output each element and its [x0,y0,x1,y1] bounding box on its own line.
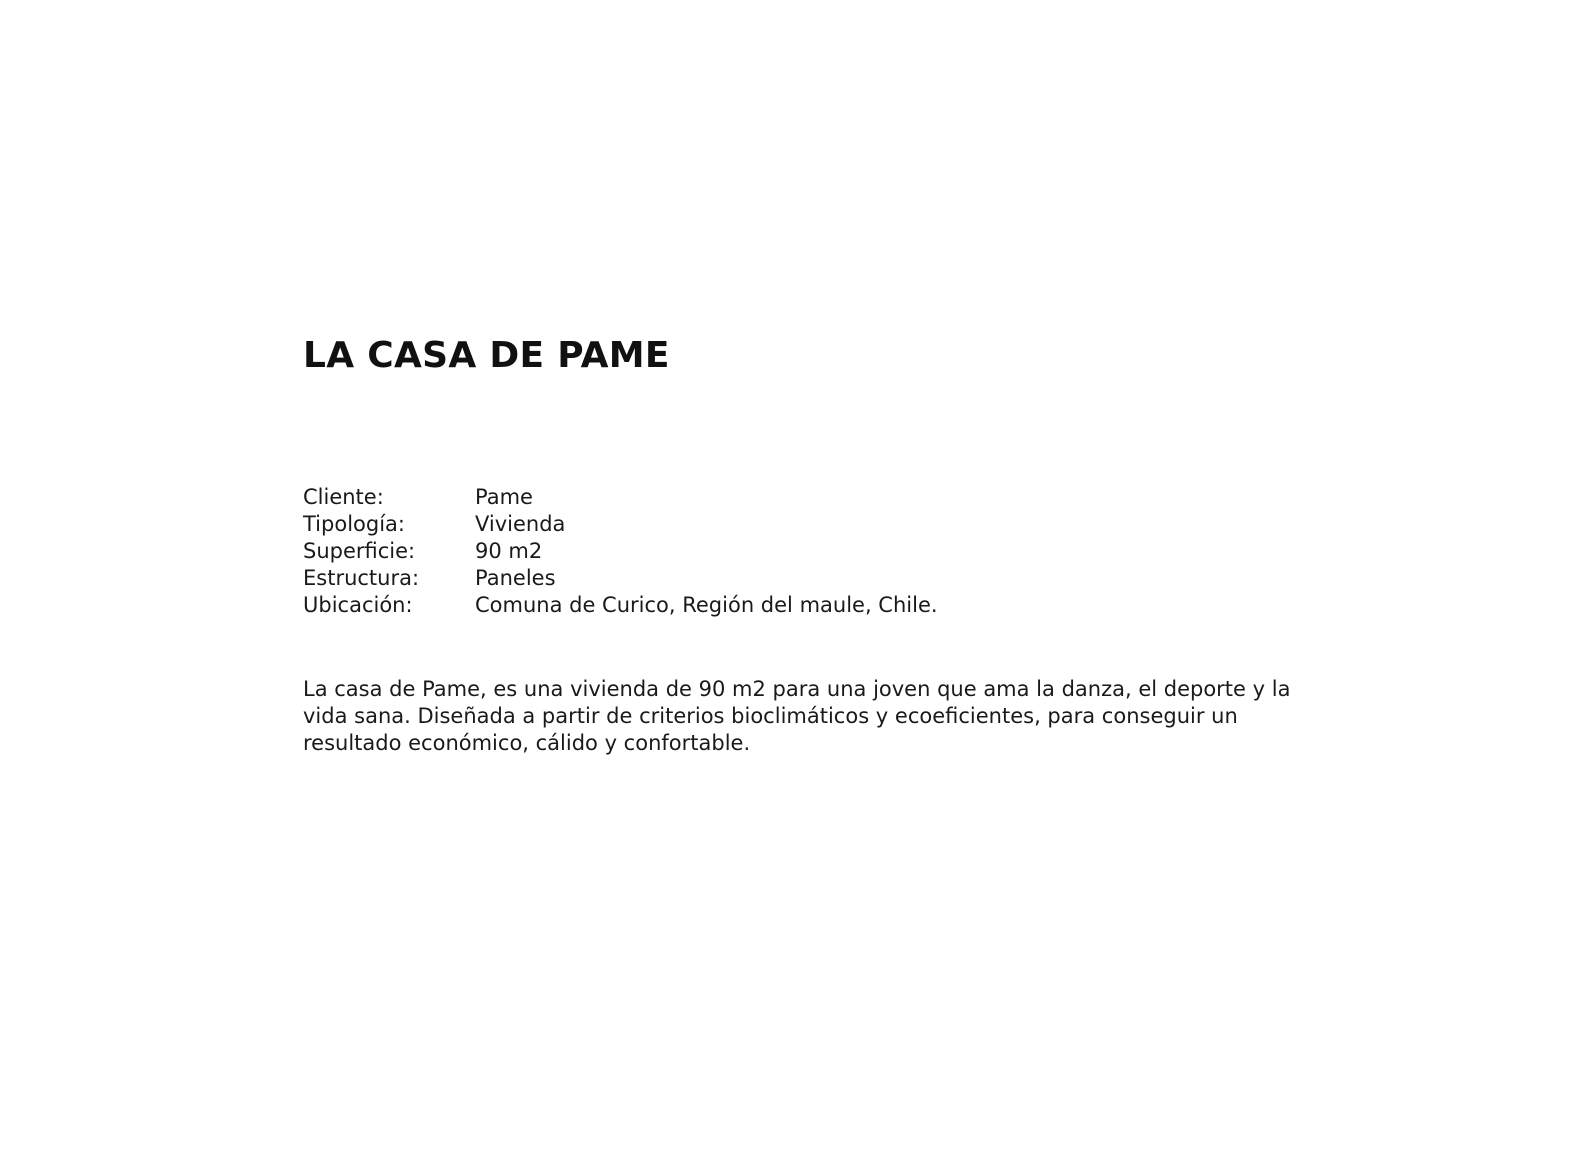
spec-value: Paneles [475,566,556,590]
spec-label: Estructura: [303,566,420,590]
spec-label: Tipología: [303,512,405,536]
spec-label: Superficie: [303,539,416,563]
spec-value: Vivienda [475,512,566,536]
spec-row-cliente [303,484,1303,511]
spec-value: Comuna de Curico, Región del maule, Chile. [475,593,938,617]
spec-row-ubicacion [303,592,1303,619]
page-title: LA CASA DE PAME [303,335,670,376]
spec-label: Ubicación: [303,593,413,617]
spec-row-tipologia [303,511,1303,538]
spec-row-estructura [303,565,1303,592]
spec-value: Pame [475,485,533,509]
project-specs [303,484,1303,619]
project-description: La casa de Pame, es una vivienda de 90 m2 para una joven que ama la danza, el deporte y la vida sana. Diseñada a partir de criterios bioclimáticos y ecoeficientes, para conseguir un resultado económico, cálido y confortable. [303,677,1291,755]
spec-row-superficie [303,538,1303,565]
spec-label: Cliente: [303,485,384,509]
spec-value: 90 m2 [475,539,543,563]
